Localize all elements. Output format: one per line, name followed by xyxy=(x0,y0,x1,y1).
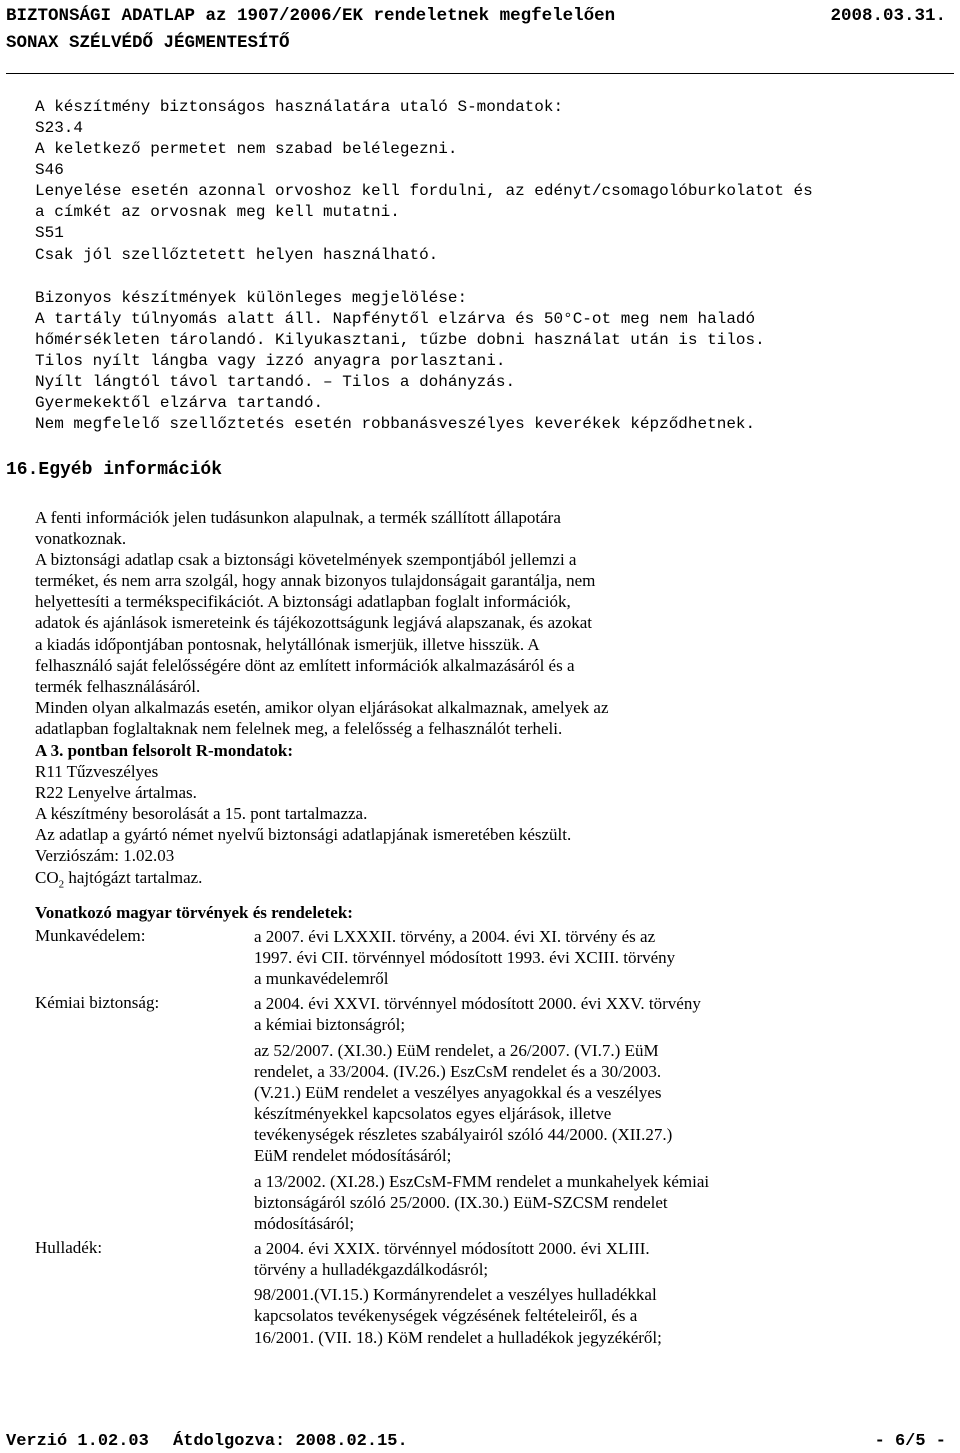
paragraph-line: felhasználó saját felelősségére dönt az említett információk alkalmazásáról és a xyxy=(35,656,575,675)
page-number: - 6/5 - xyxy=(874,1432,946,1451)
law-reference: 98/2001.(VI.15.) Kormányrendelet a veszélyes hulladékkal xyxy=(254,1285,657,1304)
law-reference: a 13/2002. (XI.28.) EszCsM-FMM rendelet a munkahelyek kémiai xyxy=(254,1172,710,1191)
propellant-note xyxy=(35,867,202,895)
paragraph-line: terméket, és nem arra szolgál, hogy annak bizonyos tulajdonságait garantálja, nem xyxy=(35,571,596,590)
s-phrase-text: Lenyelése esetén azonnal orvoshoz kell fordulni, az edényt/csomagolóburkolatot és xyxy=(35,182,813,200)
s-phrase-text: A keletkező permetet nem szabad belélegezni. xyxy=(35,140,458,158)
s-phrase-text-cont: a címkét az orvosnak meg kell mutatni. xyxy=(35,203,400,221)
source-note: Az adatlap a gyártó német nyelvű biztonsági adatlapjának ismeretében készült. xyxy=(35,825,572,844)
special-marking-line: Gyermekektől elzárva tartandó. xyxy=(35,394,324,412)
header-divider xyxy=(6,73,954,74)
law-reference: kapcsolatos tevékenységek végzésének feltételeiről, és a xyxy=(254,1306,638,1325)
classification-note: A készítmény besorolását a 15. pont tartalmazza. xyxy=(35,804,368,823)
law-reference: a munkavédelemről xyxy=(254,969,389,988)
paragraph-line: A biztonsági adatlap csak a biztonsági követelmények szempontjából jellemzi a xyxy=(35,550,577,569)
law-reference: módosításáról; xyxy=(254,1214,355,1233)
law-reference: készítményekkel kapcsolatos egyes eljárások, illetve xyxy=(254,1104,612,1123)
law-reference: biztonságáról szóló 25/2000. (IX.30.) EüM-SZCSM rendelet xyxy=(254,1193,668,1212)
special-marking-line: Nyílt lángtól távol tartandó. – Tilos a dohányzás. xyxy=(35,373,516,391)
r-phrase: R11 Tűzveszélyes xyxy=(35,762,159,781)
law-category-label: Hulladék: xyxy=(35,1238,103,1257)
paragraph-line: vonatkoznak. xyxy=(35,529,127,548)
s-phrase-text: Csak jól szellőztetett helyen használható. xyxy=(35,246,439,264)
law-reference: rendelet, a 33/2004. (IV.26.) EszCsM rendelet és a 30/2003. xyxy=(254,1062,662,1081)
footer-version: Verzió 1.02.03 xyxy=(6,1432,149,1451)
special-marking-line: Nem megfelelő szellőztetés esetén robbanásveszélyes keverékek képződhetnek. xyxy=(35,415,756,433)
s-phrase-code: S23.4 xyxy=(35,119,84,137)
paragraph-line: a kiadás időpontjában pontosnak, helytállónak ismerjük, illetve hisszük. A xyxy=(35,635,540,654)
propellant-text: hajtógázt tartalmaz. xyxy=(64,868,203,887)
footer xyxy=(6,1432,946,1451)
law-reference: az 52/2007. (XI.30.) EüM rendelet, a 26/2007. (VI.7.) EüM xyxy=(254,1041,659,1060)
co2-subscript: 2 xyxy=(58,878,65,891)
law-reference: (V.21.) EüM rendelet a veszélyes anyagokkal és a veszélyes xyxy=(254,1083,662,1102)
law-reference: a 2004. évi XXIX. törvénnyel módosított 2000. évi XLIII. xyxy=(254,1239,650,1258)
s-phrase-code: S51 xyxy=(35,224,64,242)
law-reference: törvény a hulladékgazdálkodásról; xyxy=(254,1260,489,1279)
laws-title: Vonatkozó magyar törvények és rendeletek: xyxy=(35,903,353,922)
paragraph-line: A fenti információk jelen tudásunkon alapulnak, a termék szállított állapotára xyxy=(35,508,561,527)
law-reference: 16/2001. (VII. 18.) KöM rendelet a hulladékok jegyzékéről; xyxy=(254,1328,662,1347)
special-marking-line: hőmérsékleten tárolandó. Kilyukasztani, tűzbe dobni használat után is tilos. xyxy=(35,331,765,349)
law-reference: a 2007. évi LXXXII. törvény, a 2004. évi XI. törvény és az xyxy=(254,927,656,946)
special-marking-line: A tartály túlnyomás alatt áll. Napfénytől elzárva és 50°C-ot meg nem haladó xyxy=(35,310,756,328)
special-marking-line: Tilos nyílt lángba vagy izzó anyagra porlasztani. xyxy=(35,352,506,370)
law-category-label: Munkavédelem: xyxy=(35,926,146,945)
s-phrases-intro: A készítmény biztonságos használatára utaló S-mondatok: xyxy=(35,98,564,116)
section-16-heading: 16.Egyéb információk xyxy=(6,460,223,480)
law-reference: EüM rendelet módosításáról; xyxy=(254,1146,452,1165)
document-date: 2008.03.31. xyxy=(830,6,946,26)
paragraph-line: termék felhasználásáról. xyxy=(35,677,201,696)
version-number: Verziószám: 1.02.03 xyxy=(35,846,175,865)
product-name: SONAX SZÉLVÉDŐ JÉGMENTESÍTŐ xyxy=(6,33,290,53)
document-title: BIZTONSÁGI ADATLAP az 1907/2006/EK rendeletnek megfelelően xyxy=(6,6,616,26)
law-reference: a kémiai biztonságról; xyxy=(254,1015,406,1034)
law-reference: tevékenységek részletes szabályairól szóló 44/2000. (XII.27.) xyxy=(254,1125,673,1144)
law-reference: 1997. évi CII. törvénnyel módosított 1993. évi XCIII. törvény xyxy=(254,948,676,967)
paragraph-line: adatok és ajánlások ismereteink és tájékozottságunk legjává alapszanak, és azokat xyxy=(35,613,592,632)
footer-revised: Átdolgozva: 2008.02.15. xyxy=(173,1432,408,1451)
s-phrase-code: S46 xyxy=(35,161,64,179)
law-reference: a 2004. évi XXVI. törvénnyel módosított 2000. évi XXV. törvény xyxy=(254,994,701,1013)
law-category-label: Kémiai biztonság: xyxy=(35,993,160,1012)
co2-formula: CO xyxy=(35,868,59,887)
r-phrases-title: A 3. pontban felsorolt R-mondatok: xyxy=(35,741,294,760)
r-phrase: R22 Lenyelve ártalmas. xyxy=(35,783,197,802)
paragraph-line: Minden olyan alkalmazás esetén, amikor olyan eljárásokat alkalmaznak, amelyek az xyxy=(35,698,609,717)
paragraph-line: helyettesíti a termékspecifikációt. A biztonsági adatlapban foglalt információk, xyxy=(35,592,571,611)
special-marking-title: Bizonyos készítmények különleges megjelölése: xyxy=(35,289,468,307)
paragraph-line: adatlapban foglaltaknak nem felelnek meg, a felelősség a felhasználót terheli. xyxy=(35,719,563,738)
